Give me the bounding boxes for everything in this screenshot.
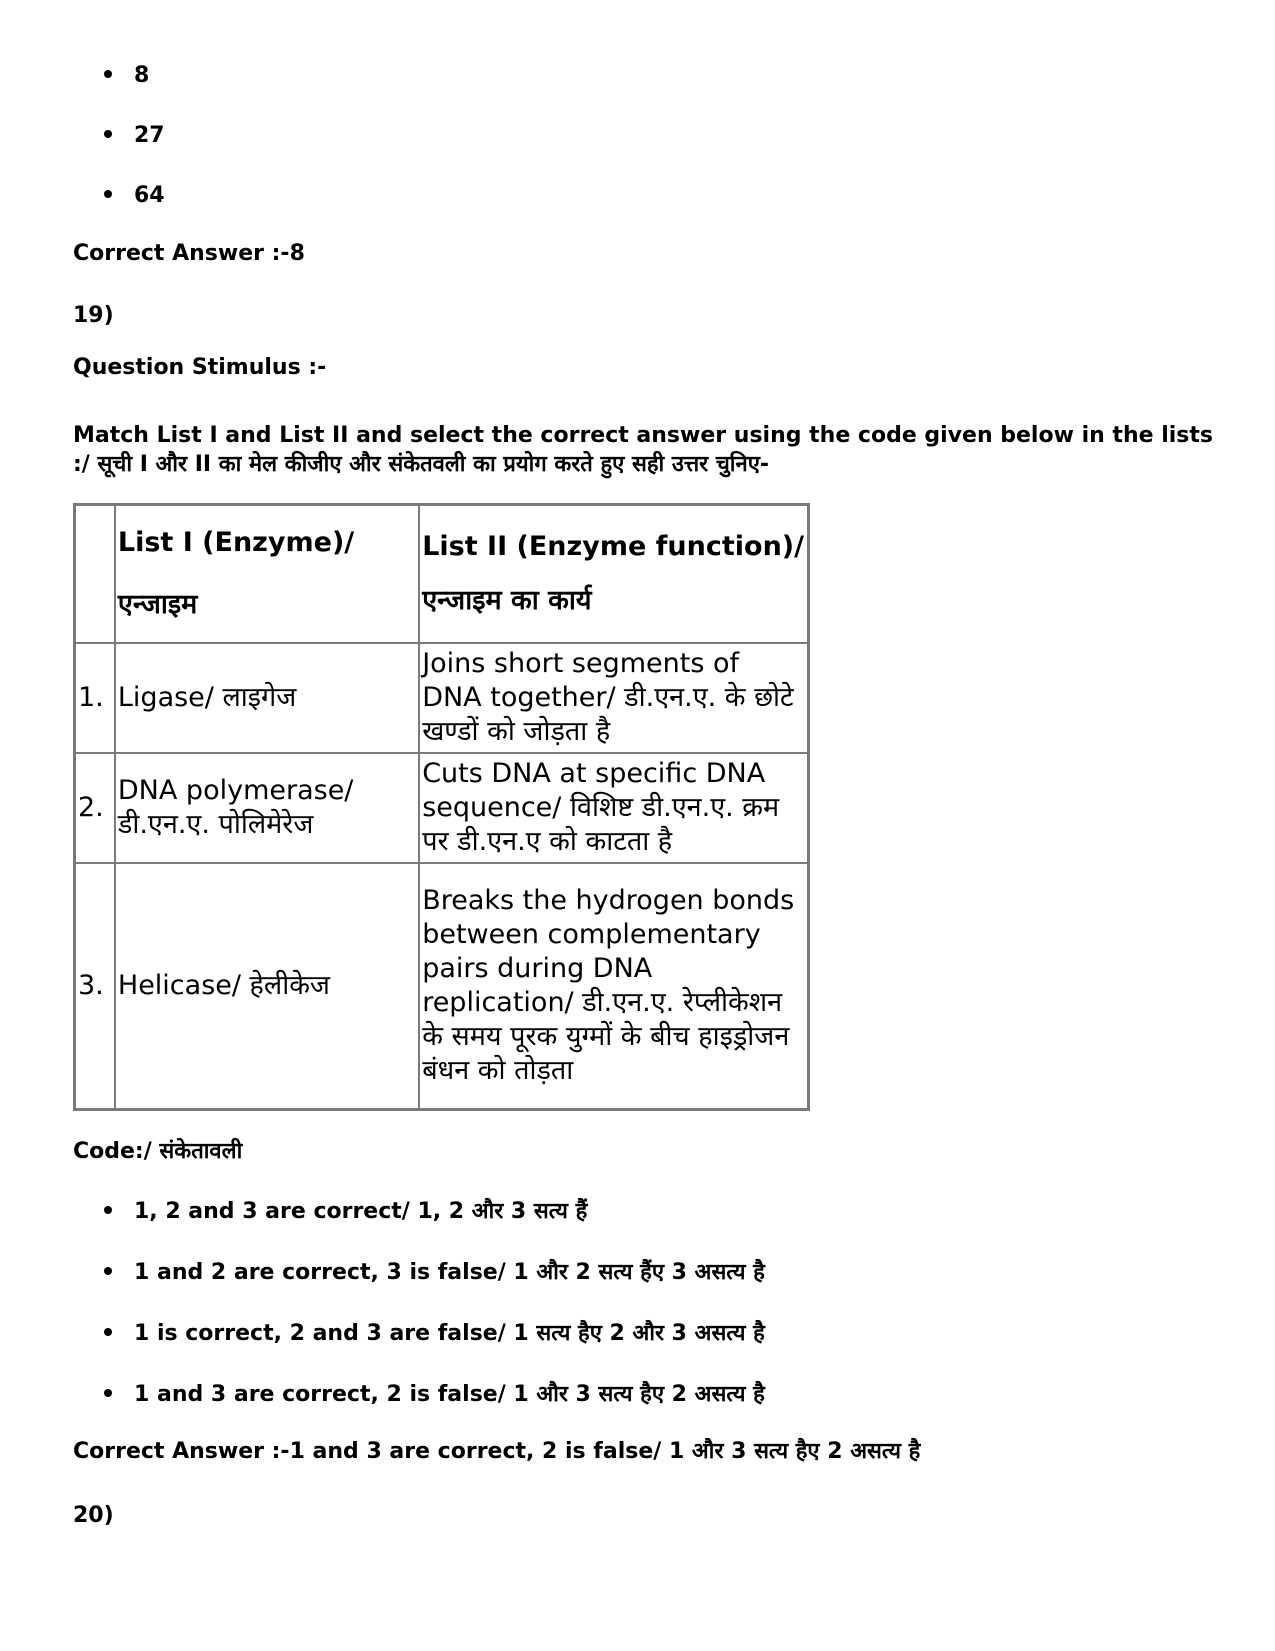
bullet-icon (104, 190, 112, 198)
bullet-icon (104, 1328, 112, 1336)
option-text: 64 (134, 183, 165, 208)
option-text: 27 (134, 123, 165, 148)
bullet-icon (104, 1267, 112, 1275)
header-list2-hi: एन्जाइम का कार्य (422, 585, 592, 616)
bullet-icon (104, 70, 112, 78)
option-item (104, 1381, 765, 1409)
stimulus-text: Match List I and List II and select the correct answer using the code given below in the lists :/ सूची I और II का मेल कीजीए और संकेतवली का प्रयोग करते हुए सही उत्तर चुनिए- (73, 423, 1213, 477)
question-number: 19) (73, 303, 114, 328)
option-item (104, 1320, 765, 1348)
option-text: 8 (134, 63, 150, 88)
row-enzyme: Helicase/ हेलीकेज (115, 863, 419, 1110)
header-list1-en: List I (Enzyme)/ (117, 527, 355, 558)
option-text: 1 is correct, 2 and 3 are false/ 1 सत्य हैए 2 और 3 असत्य है (134, 1321, 765, 1346)
row-number: 3. (75, 863, 115, 1110)
option-item (104, 1259, 765, 1287)
header-list2-en: List II (Enzyme function)/ (422, 531, 805, 562)
bullet-icon (104, 1389, 112, 1397)
row-function: Cuts DNA at specific DNA sequence/ विशिष्ट डी.एन.ए. क्रम पर डी.एन.ए को काटता है (419, 753, 808, 863)
stimulus-label: Question Stimulus :- (73, 355, 327, 380)
header-list1-hi: एन्जाइम (117, 589, 198, 620)
option-item (104, 62, 149, 90)
option-item (104, 182, 165, 210)
row-function: Joins short segments of DNA together/ डी.एन.ए. के छोटे खण्डों को जोड़ता है (419, 643, 808, 753)
next-question-number: 20) (73, 1503, 114, 1528)
option-text: 1, 2 and 3 are correct/ 1, 2 और 3 सत्य हैं (134, 1199, 588, 1224)
table-header-row (75, 505, 809, 644)
row-enzyme: Ligase/ लाइगेज (115, 643, 419, 753)
table-cell (419, 505, 808, 644)
row-number: 2. (75, 753, 115, 863)
option-text: 1 and 3 are correct, 2 is false/ 1 और 3 सत्य हैए 2 असत्य है (134, 1382, 765, 1407)
correct-answer: Correct Answer :-1 and 3 are correct, 2 is false/ 1 और 3 सत्य हैए 2 असत्य है (73, 1439, 921, 1464)
table-row (75, 753, 809, 863)
row-number: 1. (75, 643, 115, 753)
table-row (75, 863, 809, 1110)
match-table (73, 503, 810, 1111)
table-row (75, 643, 809, 753)
row-enzyme: DNA polymerase/ डी.एन.ए. पोलिमेरेज (115, 753, 419, 863)
row-function: Breaks the hydrogen bonds between complementary pairs during DNA replication/ डी.एन.ए. रेप्लीकेशन के समय पूरक युग्मों के बीच हाइड्रोजन बंधन को तोड़ता (419, 863, 808, 1110)
option-text: 1 and 2 are correct, 3 is false/ 1 और 2 सत्य हैंए 3 असत्य है (134, 1260, 765, 1285)
table-cell (75, 505, 115, 644)
bullet-icon (104, 130, 112, 138)
table-cell (115, 505, 419, 644)
previous-correct-answer: Correct Answer :-8 (73, 241, 305, 266)
bullet-icon (104, 1206, 112, 1214)
option-item (104, 122, 165, 150)
code-label: Code:/ संकेतावली (73, 1139, 243, 1164)
option-item (104, 1198, 587, 1226)
